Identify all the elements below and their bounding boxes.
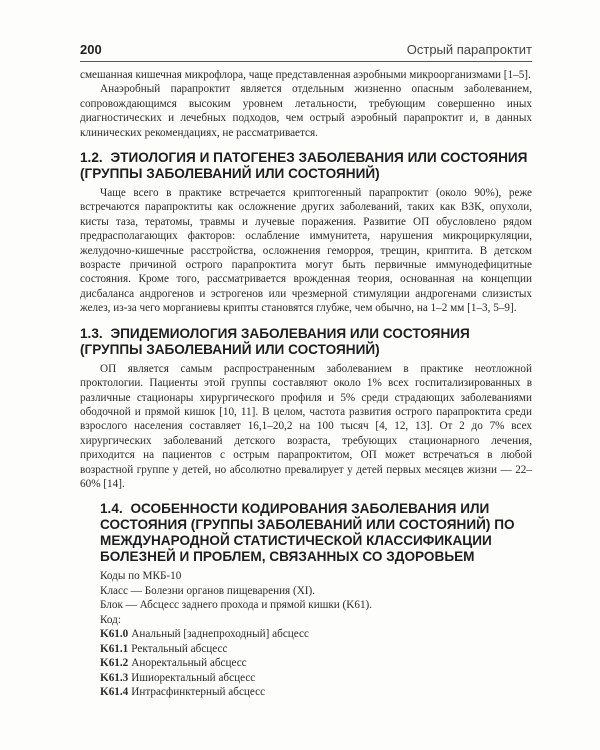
icd-code-item bbox=[80, 685, 532, 700]
section-number: 1.2. bbox=[80, 150, 103, 166]
icd-code-item bbox=[80, 627, 532, 642]
icd-block-line: Блок — Абсцесс заднего прохода и прямой кишки (K61). bbox=[100, 599, 373, 612]
icd-code: K61.2 bbox=[100, 657, 129, 670]
intro-paragraph-continued: смешанная кишечная микрофлора, чаще представленная аэробными микроорганизмами [1–5]. bbox=[80, 69, 531, 81]
page-content bbox=[80, 68, 532, 700]
icd-code: K61.0 bbox=[100, 627, 129, 640]
section-title: ЭТИОЛОГИЯ И ПАТОГЕНЕЗ ЗАБОЛЕВАНИЯ ИЛИ СОСТОЯНИЯ (ГРУППЫ ЗАБОЛЕВАНИЙ ИЛИ СОСТОЯНИЙ) bbox=[80, 150, 528, 182]
icd-code-description: Ректальный абсцесс bbox=[131, 642, 228, 655]
icd-code-label: Код: bbox=[100, 613, 121, 626]
icd-code: K61.1 bbox=[100, 642, 129, 655]
section-1-3-paragraph: ОП является самым распространенным заболеванием в практике неотложной проктологии. Пациенты этой группы составляют около 1% всех госпитализированных в различные стационары хирургического профиля и 5% среди страдающих заболеваниями ободочной и прямой кишок [10, 11]. В целом, частота развития острого парапроктита среди взрослого населения составляет 16,1–20,2 на 100 тысяч [4, 12, 13]. От 2 до 7% всех хирургических заболеваний детского возраста, требующих стационарного лечения, приходится на пациентов с острым парапроктитом, ОП может встречаться в любой возрастной группе у детей, но абсолютно превалирует у детей первых месяцев жизни — 22–60% [14]. bbox=[80, 362, 532, 490]
section-title: ОСОБЕННОСТИ КОДИРОВАНИЯ ЗАБОЛЕВАНИЯ ИЛИ СОСТОЯНИЯ (ГРУППЫ ЗАБОЛЕВАНИЙ ИЛИ СОСТОЯНИЙ) ПО МЕЖДУНАРОДНОЙ СТАТИСТИЧЕСКОЙ КЛАССИФИКАЦИИ БОЛЕЗНЕЙ И ПРОБЛЕМ, СВЯЗАННЫХ СО ЗДОРОВЬЕМ bbox=[100, 501, 515, 565]
icd-class-line: Класс — Болезни органов пищеварения (XI). bbox=[100, 584, 316, 597]
page-number: 200 bbox=[80, 42, 102, 57]
section-number: 1.3. bbox=[80, 325, 103, 341]
section-heading-1-2 bbox=[80, 150, 532, 182]
section-heading-1-3 bbox=[80, 326, 532, 358]
section-1-2-paragraph: Чаще всего в практике встречается криптогенный парапроктит (около 90%), реже встречаются парапроктиты как осложнение других заболеваний, таких как ВЗК, опухоли, кисты таза, тератомы, травмы и лучевые поражения. Развитие ОП обусловлено рядом предрасполагающих факторов: ослабление иммунитета, нарушения микроциркуляции, желудочно-кишечные расстройства, осложнения геморроя, трещин, криптита. В детском возрасте причиной острого парапроктита могут быть первичные иммунодефицитные состояния. Кроме того, рассматривается врожденная теория, основанная на концепции дисбаланса андрогенов и эстрогенов или чрезмерной стимуляции андрогенами слизистых желез, из-за чего морганиевы крипты становятся глубже, чем обычно, на 1–2 мм [1–3, 5–9]. bbox=[80, 187, 532, 315]
icd-code-item bbox=[80, 671, 532, 686]
icd-code-item bbox=[80, 656, 532, 671]
header-rule bbox=[80, 61, 532, 62]
icd-code: K61.3 bbox=[100, 671, 129, 684]
icd-code-item bbox=[80, 642, 532, 657]
page-header bbox=[80, 38, 532, 58]
icd-heading-line: Коды по МКБ-10 bbox=[100, 570, 182, 583]
icd-code-description: Аноректальный абсцесс bbox=[131, 657, 247, 670]
section-number: 1.4. bbox=[100, 501, 123, 517]
icd-code-description: Анальный [заднепроходный] абсцесс bbox=[131, 627, 309, 640]
section-heading-1-4 bbox=[80, 501, 532, 565]
icd-code-description: Интрасфинктерный абсцесс bbox=[131, 686, 266, 699]
running-title: Острый парапроктит bbox=[406, 42, 532, 57]
section-title: ЭПИДЕМИОЛОГИЯ ЗАБОЛЕВАНИЯ ИЛИ СОСТОЯНИЯ (ГРУППЫ ЗАБОЛЕВАНИЙ ИЛИ СОСТОЯНИЙ) bbox=[80, 325, 470, 357]
icd-code-description: Ишиоректальный абсцесс bbox=[131, 671, 256, 684]
icd-code: K61.4 bbox=[100, 686, 129, 699]
intro-paragraph-anaerobic: Анаэробный парапроктит является отдельным жизненно опасным заболеванием, сопровождающимся высоким уровнем летальности, требующим совершенно иных диагностических и лечебных подходов, чем острый аэробный парапроктит и, в данных клинических рекомендациях, не рассматривается. bbox=[80, 83, 532, 139]
